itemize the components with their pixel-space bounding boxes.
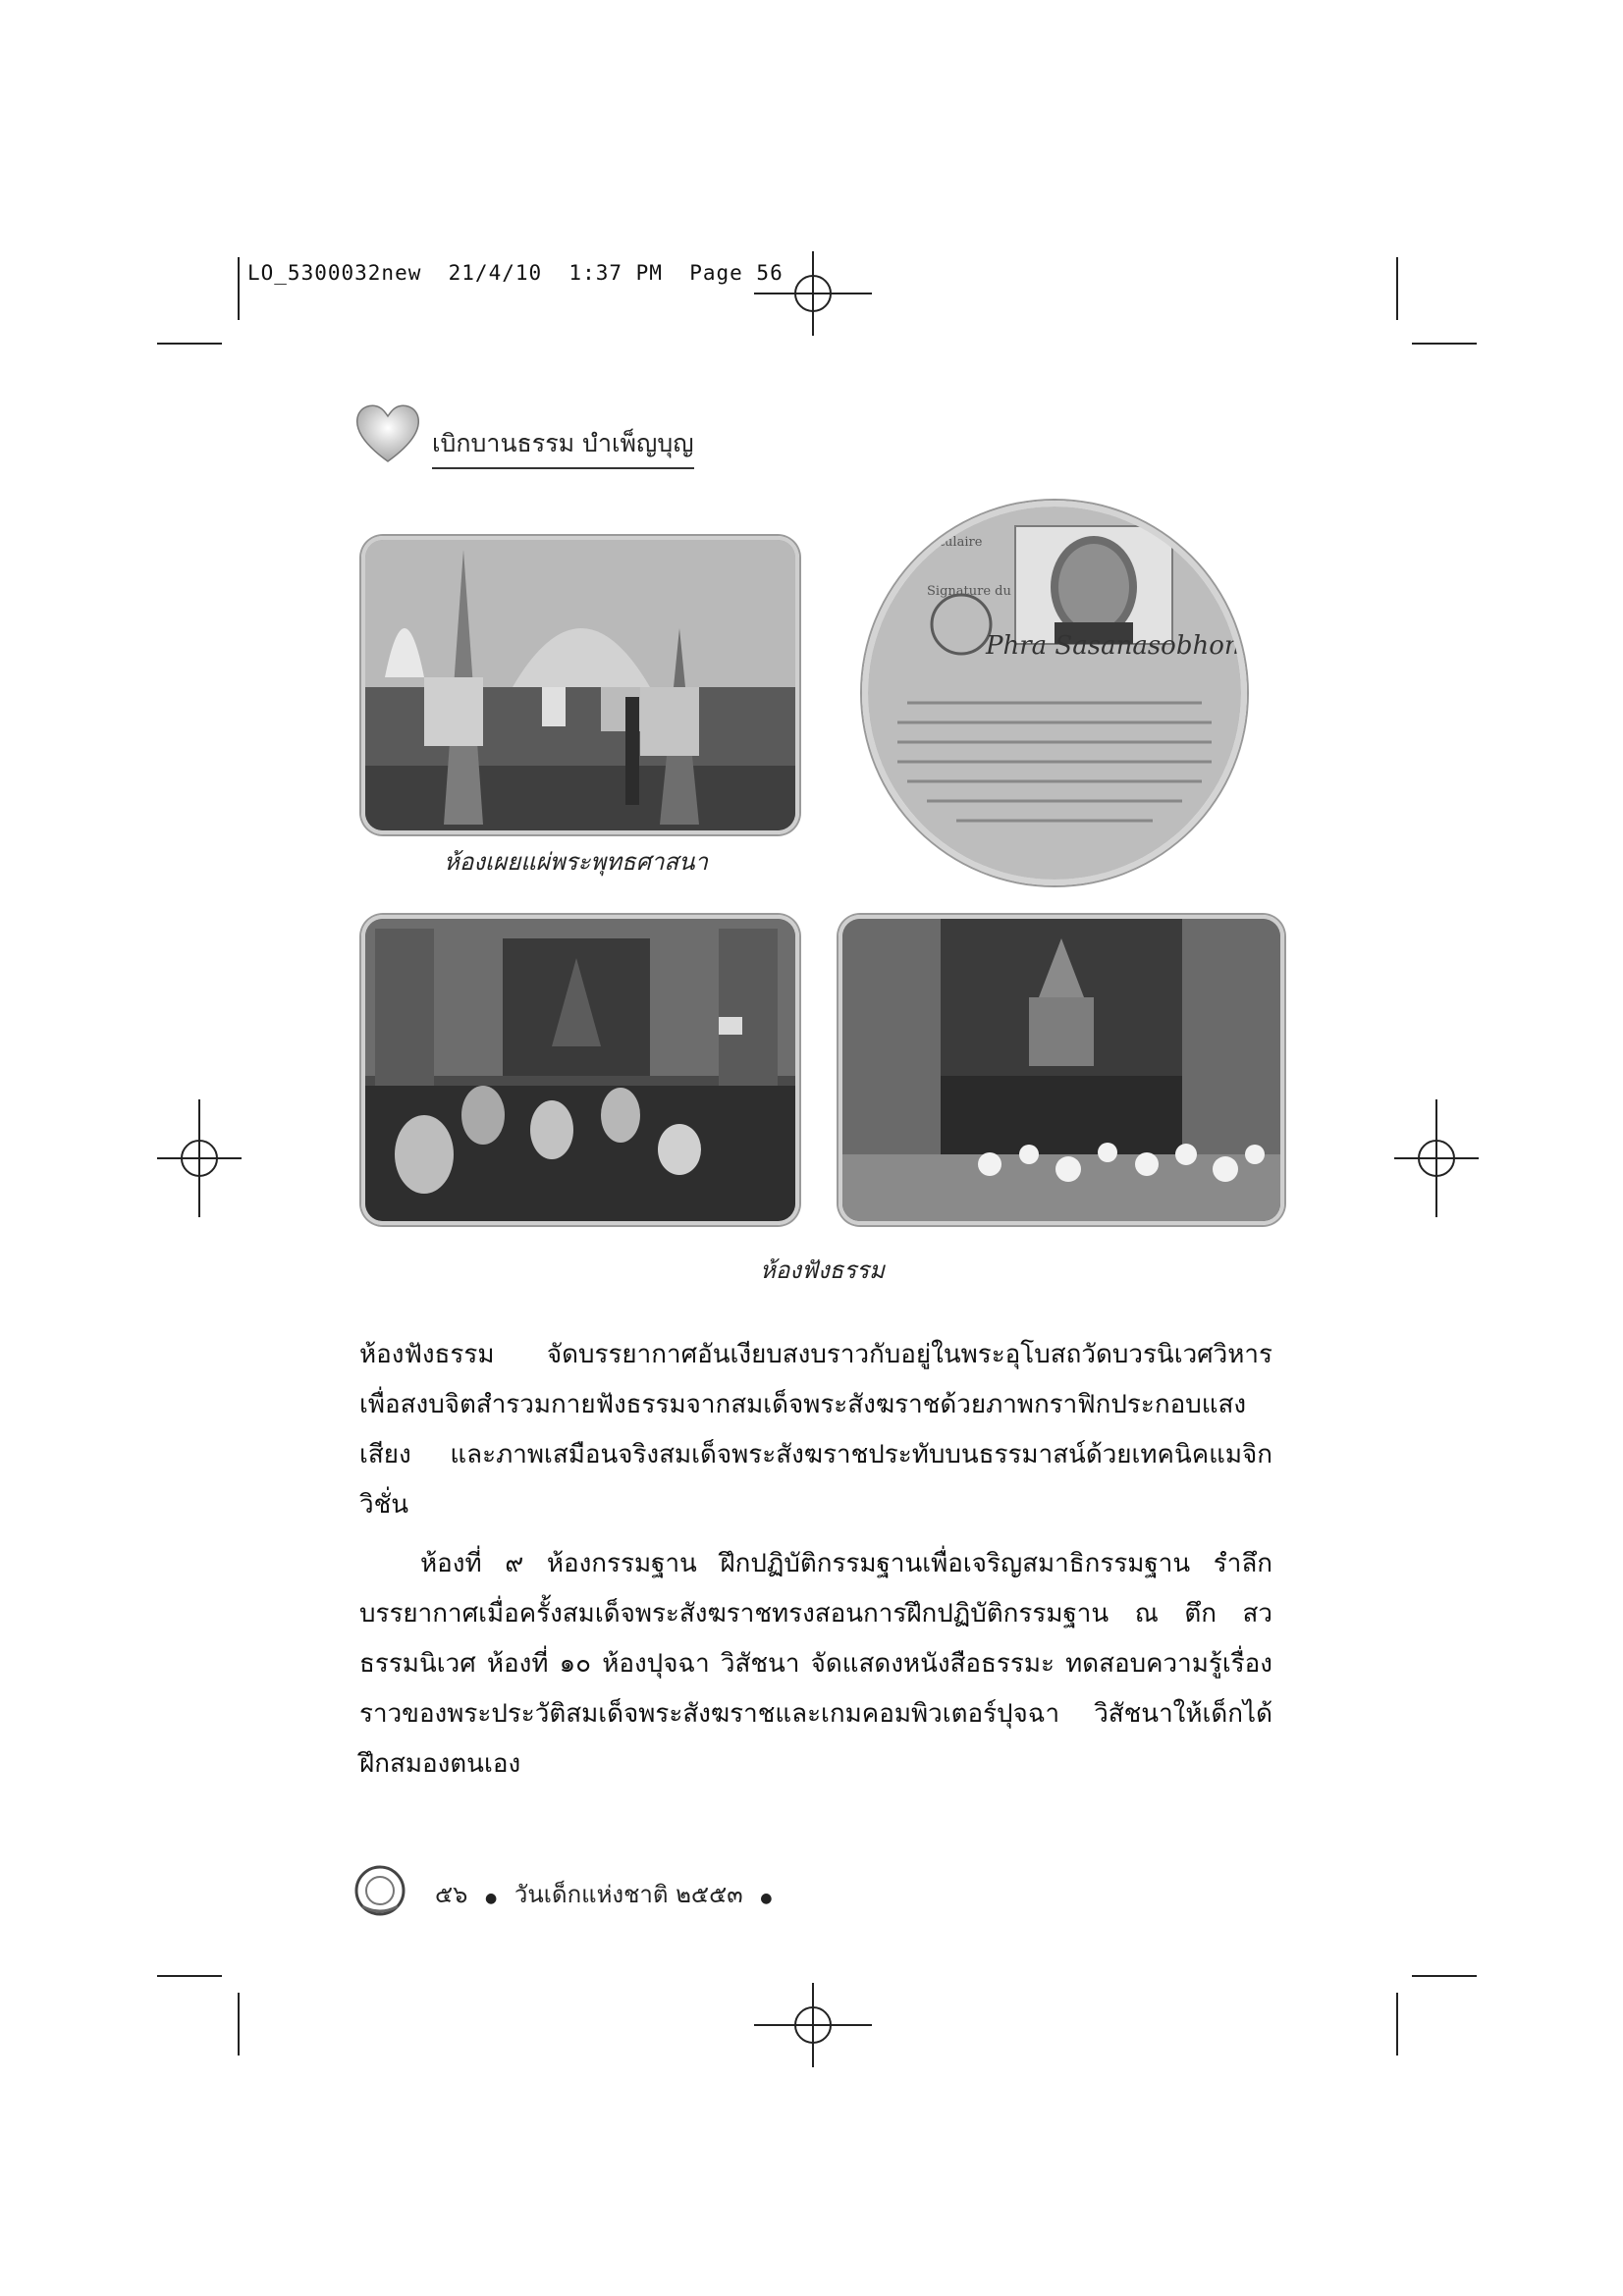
crop-mark bbox=[157, 1975, 222, 1977]
crop-mark bbox=[1396, 1993, 1398, 2056]
passport-label-signature: Signature du bbox=[927, 584, 1011, 599]
paragraph-meditation-room: ห้องที่ ๙ ห้องกรรมฐาน ฝึกปฏิบัติกรรมฐานเพื่อเจริญสมาธิกรรมฐาน รำลึก บรรยากาศเมื่อครั้งสมเด็จพระสังฆราชทรงสอนการฝึกปฏิบัติกรรมฐาน ณ ตึก สว ธรรมนิเวศ ห้องที่ ๑๐ ห้องปุจฉา วิสัชนา จัดแสดงหนังสือธรรมะ ทดสอบความรู้เรื่อง ราวของพระประวัติสมเด็จพระสังฆราชและเกมคอมพิวเตอร์ปุจฉา วิสัชนาให้เด็กได้ ฝึกสมองตนเอง bbox=[359, 1549, 1272, 1779]
crop-mark bbox=[1412, 343, 1477, 345]
page-number: ๕๖ bbox=[435, 1881, 468, 1908]
registration-mark-icon bbox=[1392, 1090, 1481, 1227]
running-title: เบิกบานธรรม บำเพ็ญบุญ bbox=[432, 424, 694, 469]
crop-mark bbox=[238, 257, 240, 320]
registration-mark-icon bbox=[744, 1981, 882, 2069]
passport-signature: Phra Sasanasobhon bbox=[986, 631, 1241, 661]
publication-title: วันเด็กแห่งชาติ ๒๕๕๓ bbox=[514, 1881, 743, 1908]
crop-mark bbox=[157, 343, 222, 345]
photo-exhibition-room bbox=[361, 536, 799, 834]
caption-bottom: ห้องฟังธรรม bbox=[760, 1256, 885, 1284]
bullet: ● bbox=[760, 1891, 773, 1906]
paragraph-listening-room: ห้องฟังธรรม จัดบรรยากาศอันเงียบสงบราวกับอยู่ในพระอุโบสถวัดบวรนิเวศวิหาร เพื่อสงบจิตสำรวมกายฟังธรรมจากสมเด็จพระสังฆราชด้วยภาพกราฟิกประกอบแสง เสียง และภาพเสมือนจริงสมเด็จพระสังฆราชประทับบนธรรมาสน์ด้วยเทคนิคแมจิก วิชั่น bbox=[359, 1340, 1272, 1520]
passport-label-titulaire: Titulaire bbox=[927, 535, 983, 550]
caption-top: ห้องเผยแผ่พระพุทธศาสนา bbox=[444, 848, 708, 876]
heart-icon bbox=[353, 400, 422, 465]
printer-slug: LO_5300032new 21/4/10 1:37 PM Page 56 bbox=[247, 261, 784, 285]
photo-dharma-hall bbox=[839, 915, 1284, 1225]
photo-passport-circle bbox=[862, 501, 1247, 885]
photo-meditation-room bbox=[361, 915, 799, 1225]
ornament-logo-icon bbox=[352, 1863, 407, 1918]
crop-mark bbox=[238, 1993, 240, 2056]
bullet: ● bbox=[485, 1891, 498, 1906]
crop-mark bbox=[1412, 1975, 1477, 1977]
crop-mark bbox=[1396, 257, 1398, 320]
registration-mark-icon bbox=[155, 1090, 243, 1227]
